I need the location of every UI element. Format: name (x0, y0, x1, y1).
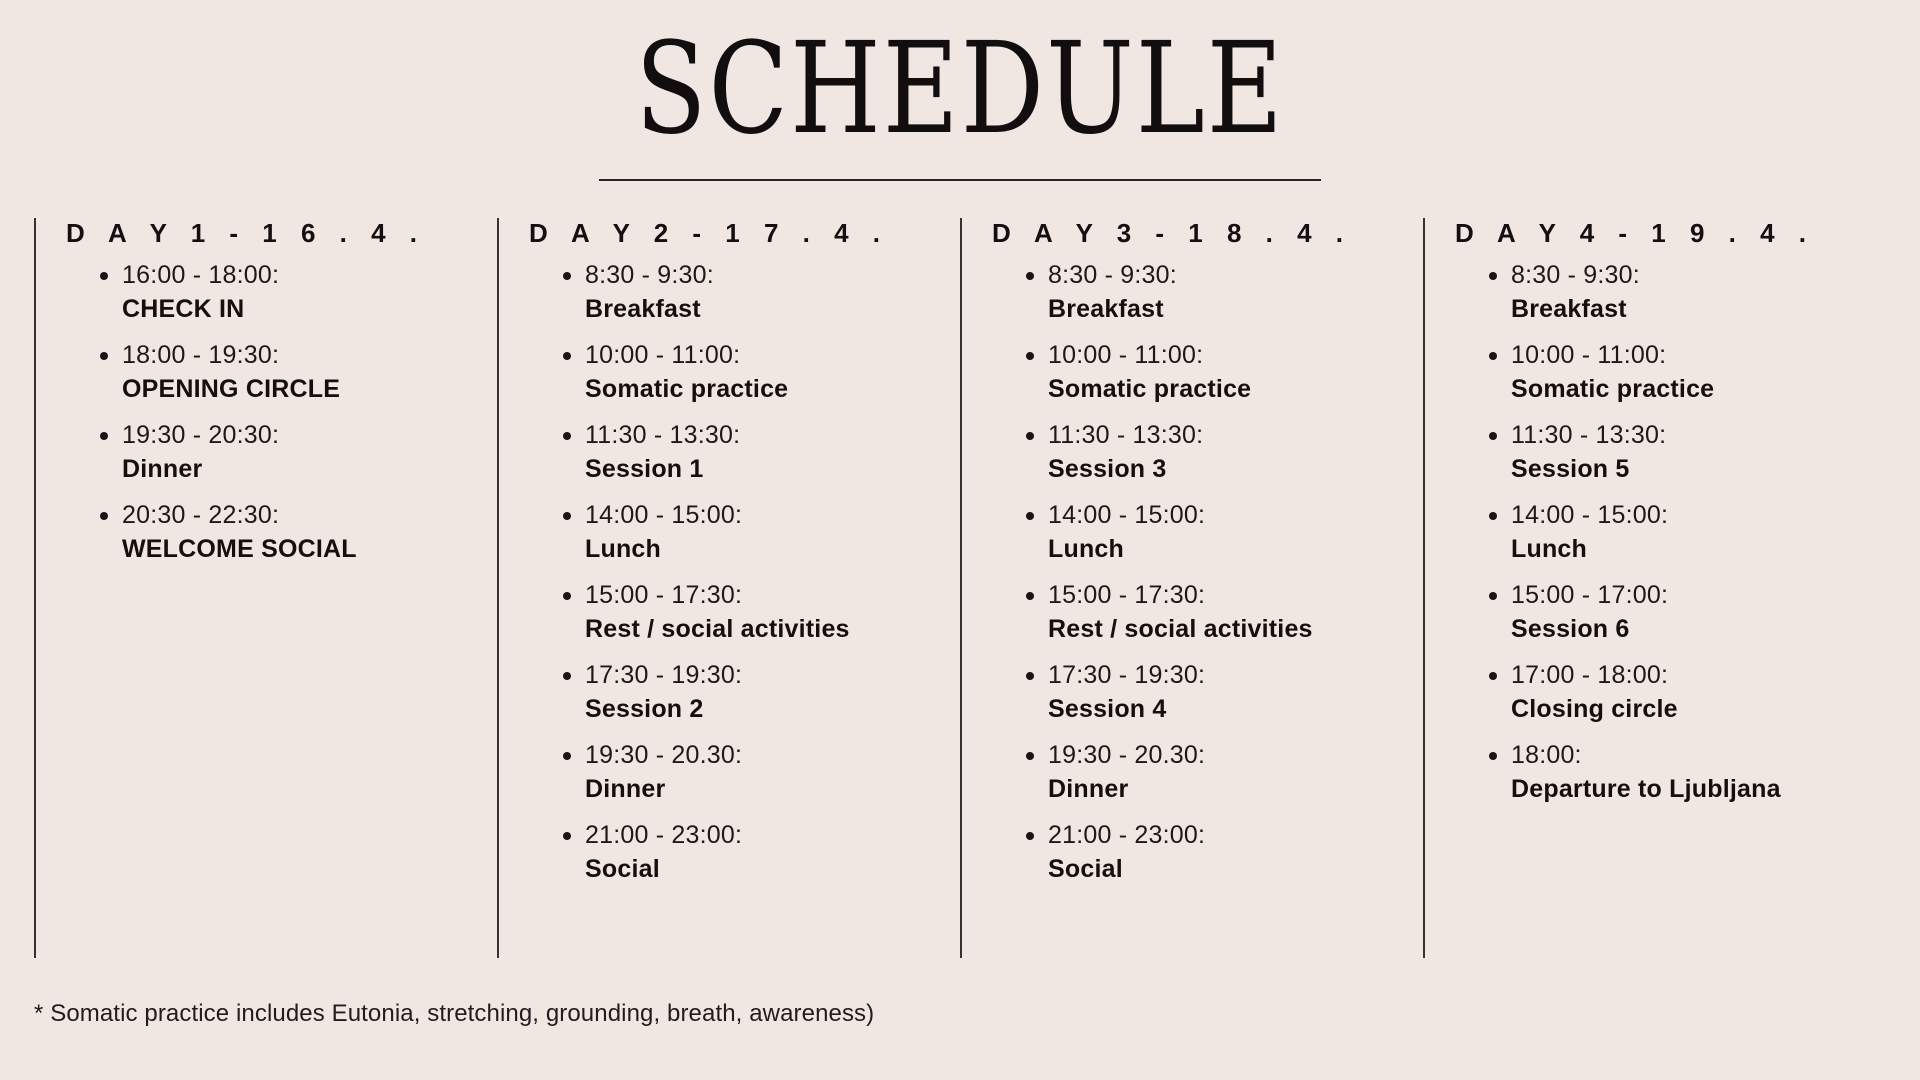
day-column-2 (497, 218, 960, 958)
header (0, 0, 1920, 181)
list-item (122, 499, 487, 565)
item-label: Session 3 (1048, 454, 1167, 483)
list-item (1511, 259, 1876, 325)
item-time: 17:30 - 19:30: (1048, 661, 1206, 689)
item-time: 14:00 - 15:00: (1048, 501, 1206, 529)
item-time: 11:30 - 13:30: (585, 421, 741, 449)
item-time: 17:30 - 19:30: (585, 661, 743, 689)
item-label: Lunch (585, 534, 661, 563)
item-label: Session 1 (585, 454, 704, 483)
day-1-item-list (66, 259, 487, 565)
list-item (1048, 819, 1413, 885)
list-item (122, 259, 487, 325)
item-label: Rest / social activities (585, 614, 850, 643)
list-item (1511, 419, 1876, 485)
item-label: CHECK IN (122, 294, 245, 323)
item-label: Lunch (1511, 534, 1587, 563)
item-time: 18:00 - 19:30: (122, 341, 280, 369)
list-item (1048, 259, 1413, 325)
item-time: 8:30 - 9:30: (1048, 261, 1177, 289)
item-time: 21:00 - 23:00: (585, 821, 743, 849)
item-label: Somatic practice (585, 374, 789, 403)
day-2-item-list (529, 259, 950, 885)
item-time: 19:30 - 20.30: (585, 741, 743, 769)
list-item (1048, 739, 1413, 805)
item-time: 16:00 - 18:00: (122, 261, 280, 289)
item-label: Session 4 (1048, 694, 1167, 723)
list-item (1048, 339, 1413, 405)
list-item (1511, 659, 1876, 725)
page-title: SCHEDULE (635, 13, 1285, 163)
schedule-columns (34, 218, 1886, 958)
item-time: 11:30 - 13:30: (1048, 421, 1204, 449)
column-divider (960, 218, 962, 958)
item-time: 8:30 - 9:30: (585, 261, 714, 289)
item-time: 14:00 - 15:00: (1511, 501, 1669, 529)
list-item (585, 819, 950, 885)
item-label: Dinner (585, 774, 666, 803)
list-item (1048, 419, 1413, 485)
item-label: Session 5 (1511, 454, 1630, 483)
list-item (1048, 579, 1413, 645)
item-time: 15:00 - 17:00: (1511, 581, 1669, 609)
list-item (585, 659, 950, 725)
item-label: Somatic practice (1511, 374, 1715, 403)
item-time: 10:00 - 11:00: (585, 341, 741, 369)
item-time: 14:00 - 15:00: (585, 501, 743, 529)
item-label: Breakfast (1048, 294, 1164, 323)
list-item (1511, 339, 1876, 405)
day-column-1 (34, 218, 497, 958)
list-item (585, 579, 950, 645)
item-time: 8:30 - 9:30: (1511, 261, 1640, 289)
item-label: Breakfast (585, 294, 701, 323)
list-item (1048, 499, 1413, 565)
item-label: Somatic practice (1048, 374, 1252, 403)
day-column-4 (1423, 218, 1886, 958)
item-label: WELCOME SOCIAL (122, 534, 357, 563)
column-divider (497, 218, 499, 958)
day-title: D A Y 3 - 1 8 . 4 . (992, 218, 1352, 248)
day-title: D A Y 2 - 1 7 . 4 . (529, 218, 889, 248)
item-label: Session 2 (585, 694, 704, 723)
list-item (1511, 579, 1876, 645)
footnote: * Somatic practice includes Eutonia, stretching, grounding, breath, awareness) (34, 1000, 875, 1027)
day-title: D A Y 4 - 1 9 . 4 . (1455, 218, 1815, 248)
list-item (585, 339, 950, 405)
item-time: 10:00 - 11:00: (1048, 341, 1204, 369)
item-label: Closing circle (1511, 694, 1678, 723)
item-label: Departure to Ljubljana (1511, 774, 1781, 803)
item-label: Breakfast (1511, 294, 1627, 323)
item-label: Lunch (1048, 534, 1124, 563)
item-time: 11:30 - 13:30: (1511, 421, 1667, 449)
item-label: Social (585, 854, 660, 883)
day-title: D A Y 1 - 1 6 . 4 . (66, 218, 426, 248)
item-label: Social (1048, 854, 1123, 883)
item-time: 21:00 - 23:00: (1048, 821, 1206, 849)
item-label: Session 6 (1511, 614, 1630, 643)
list-item (1511, 499, 1876, 565)
list-item (585, 499, 950, 565)
item-time: 19:30 - 20:30: (122, 421, 280, 449)
item-time: 15:00 - 17:30: (1048, 581, 1206, 609)
day-column-3 (960, 218, 1423, 958)
list-item (122, 339, 487, 405)
item-label: OPENING CIRCLE (122, 374, 341, 403)
item-label: Rest / social activities (1048, 614, 1313, 643)
list-item (585, 739, 950, 805)
list-item (585, 419, 950, 485)
item-label: Dinner (1048, 774, 1129, 803)
item-time: 19:30 - 20.30: (1048, 741, 1206, 769)
item-time: 10:00 - 11:00: (1511, 341, 1667, 369)
list-item (122, 419, 487, 485)
day-4-item-list (1455, 259, 1876, 805)
list-item (585, 259, 950, 325)
item-time: 18:00: (1511, 741, 1582, 769)
item-label: Dinner (122, 454, 203, 483)
list-item (1048, 659, 1413, 725)
item-time: 17:00 - 18:00: (1511, 661, 1669, 689)
title-divider (599, 179, 1321, 181)
item-time: 20:30 - 22:30: (122, 501, 280, 529)
item-time: 15:00 - 17:30: (585, 581, 743, 609)
list-item (1511, 739, 1876, 805)
column-divider (34, 218, 36, 958)
column-divider (1423, 218, 1425, 958)
day-3-item-list (992, 259, 1413, 885)
